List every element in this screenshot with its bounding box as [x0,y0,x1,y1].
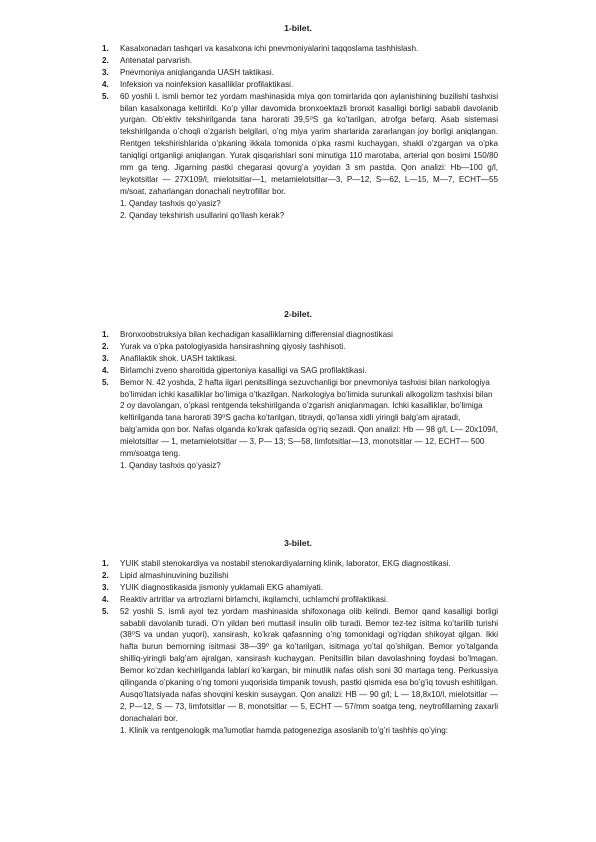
item-text: Kasalxonadan tashqari va kasalxona ichi pnevmoniyalarini taqqoslama tashhislash. [120,44,419,53]
question-list [0,329,596,472]
item-number: 5. [102,91,109,101]
item-text: YUIK diagnostikasida jismoniy yuklamali EKG ahamiyati. [120,582,323,592]
ticket-title: 1-bilet. [284,23,312,33]
item-number: 2. [102,341,109,351]
list-item [0,55,596,67]
list-item [0,594,596,606]
case-question: 1. Qanday tashxis qo’yasiz? [120,198,221,208]
ticket-1 [0,23,596,222]
question-list [0,558,596,737]
item-text: Reaktiv artritlar va artrozlarni birlamchi, ikqilamchi, uchlamchi profilaktikasi. [120,594,389,604]
list-item [0,353,596,365]
item-number: 1. [102,44,109,53]
item-number: 2. [102,570,109,580]
case-question: 1. Klinik va rentgenologik ma’lumotlar hamda patogeneziga asoslanib to’g’ri tashhis qo’ying: [120,725,448,735]
case-text: 60 yoshli I. ismli bemor tez yordam mashinasida miya qon tomirlarida qon aylanishining buzilishi tashxisi bilan kasalxonaga keltirildi. Ko’p yillar davomida bronxoektazli bronxit kasalligi borligi sababli davolanib yurgan. Ob’ektiv tekshirilganda tana harorati 39,5⁰S ga ko’tarilgan, atrofga befarq. Asab sistemasi tekshirilganda o’choqli o’zgarish belgilari, o’ng miya yarim sharlarida zararlangan joy borligi aniqlangan. Rentgen tekshirishlarida o’pkaning ikkala tomonida o’pka rasmi kuchaygan, shakli o’zgargan va o’pka taniqligi ortganligi aniqlangan. Yurak qisqarishlari soni minutiga 110 marotaba, arterial qon bosimi 150/80 mm ga teng. Jigarning pastki chegarasi qovurg’a yoyidan 3 sm pastda. Qon analizi: Hb—100 g/l, leykotsitlar — 27X109/l, mielotsitlar—1, metamielotsitlar—3, P—12, S—62, L—15, M—7, ECHT—55 m/soat, zaharlangan donachali neytrofillar bor. [120,91,498,196]
list-item [0,79,596,91]
item-text: Birlamchi zveno sharoitida gipertoniya kasalligi va SAG profilaktikasi. [120,365,367,375]
case-text: Bemor N. 42 yoshda, 2 hafta ilgari penitsillinga sezuvchanligi bor pnevmoniya tashxisi bilan narkologiya bo’limidan ichki kasalliklar bo’limiga o’tkazilgan. Narkologiya bo’limida surunkali alkogolizm tashxisi bilan 2 oy davolangan, o’pkasi rentgenda tekshirilganda o’zgarish aniqlanmagan. Ichki kasalliklar, bo’limiga keltirilganda tana harorati 39⁰S gacha ko’tarilgan, titraydi, qo’lansa xidli yiringli balg’am ajratadi, balg’amida qon bor. Nafas olganda ko’krak qafasida og’riq sezadi. Qon analizi: Hb — 98 g/l, L— 20x109/l, mielotsitlar — 1, metamielotsitlar — 3, P— 13; S—58, limfotsitlar—13, monotsitlar — 12, ECHT— 500 mm/soatga teng. [120,377,498,459]
item-number: 1. [102,559,109,568]
list-item [0,43,596,55]
list-item [0,570,596,582]
ticket-2 [0,309,596,472]
item-text: Yurak va o’pka patologiyasida hansirashning qiyosiy tashhisoti. [120,341,346,351]
item-number: 2. [102,55,109,65]
item-number: 4. [102,79,109,89]
ticket-title: 2-bilet. [284,309,312,319]
item-number: 1. [102,330,109,339]
case-text: 52 yoshli S. ismli ayol tez yordam mashinasida shifoxonaga olib kelindi. Bemor qand kasalligi borligi sababli davolanib turadi. O’n yildan beri muttasil insulin olib turadi. Bemor tez-tez isitma ko’tarilib turishi (38⁰S va undan yuqori), xansirash, ko’krak qafasnning o’ng tomonidagi og’riqdan shikoyat qilgan. Ikki hafta burun bemorning isitmasi 38—39⁰ ga ko’tarilgan, isitmaga yo’tal qo’shilgan. Bemor yo’talganda shilliq-yiringli balg’am ajralgan, xansirash kuchaygan. Penitsillin bilan davolashning foydasi bo’lmagan. Bemor ko’zdan kechirilganda lablari ko’kargan, bir minutlik nafas olish soni 30 martaga teng. Perkussiya qilinganda o’pkaning o’ng tomoni yuqorisida timpanik tovush, pastki qismida esa bo’g’iq tovush eshitilgan. Ausqo’ltatsiyada nafas shovqini keskin susaygan. Qon analizi: HB — 90 g/l; L — 18,8x10/l, mielotsitlar — 2, P—12, S — 73, limfotsitlar — 8, monotsitlar — 5, ECHT — 57/mm soatga teng, neytrofillarning zaxarli donachalari bor. [120,606,498,723]
item-text: Anafilaktik shok. UASH taktikasi. [120,353,237,363]
item-number: 3. [102,582,109,592]
item-number: 5. [102,377,109,387]
ticket-title: 3-bilet. [284,538,312,548]
list-item [0,558,596,570]
list-item [0,329,596,341]
list-item [0,377,596,472]
item-text: YUIK stabil stenokardiya va nostabil stenokardiyalarning klinik, laborator, EKG diagnostikasi. [120,559,451,568]
list-item [0,67,596,79]
case-question: 1. Qanday tashxis qo’yasiz? [120,460,221,470]
item-number: 5. [102,606,109,616]
case-question: 2. Qanday tekshirish usullarini qo’llash kerak? [120,210,285,220]
question-list [0,43,596,222]
item-text: Infeksion va noinfeksion kasalliklar profilaktikasi. [120,79,294,89]
list-item [0,365,596,377]
item-number: 3. [102,67,109,77]
list-item [0,91,596,222]
item-text: Lipid almashinuvining buzilishi [120,570,229,580]
ticket-3 [0,538,596,737]
item-number: 4. [102,594,109,604]
item-text: Antenatal parvarish. [120,55,192,65]
item-text: Pnevmoniya aniqlanganda UASH taktikasi. [120,67,274,77]
list-item [0,582,596,594]
list-item [0,341,596,353]
list-item [0,606,596,737]
item-number: 3. [102,353,109,363]
item-text: Bronxoobstruksiya bilan kechadigan kasalliklarning differensial diagnostikasi [120,330,393,339]
item-number: 4. [102,365,109,375]
